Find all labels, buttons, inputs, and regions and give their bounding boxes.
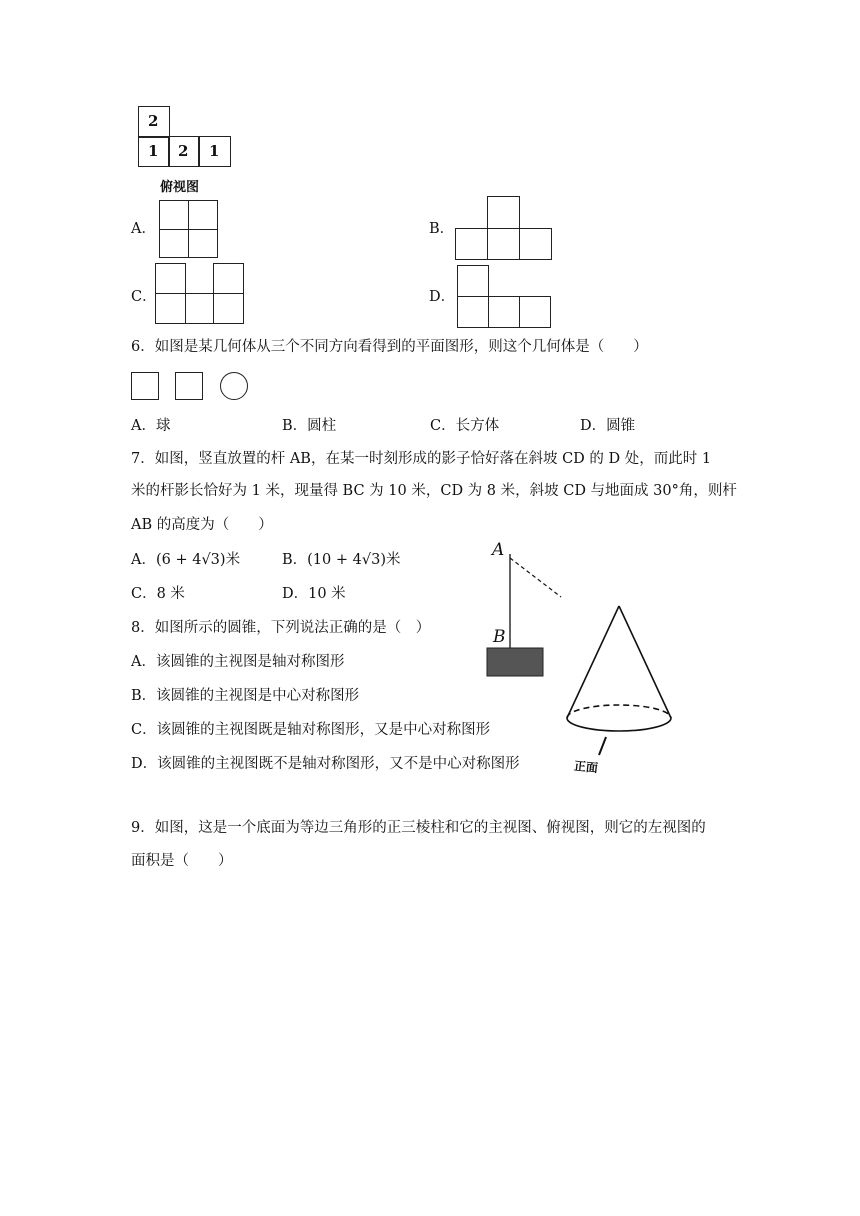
q6-stem: 6．如图是某几何体从三个不同方向看得到的平面图形，则这个几何体是（ ） (131, 339, 648, 355)
circle-view (220, 372, 248, 400)
grid-cell (519, 228, 552, 260)
q7-stem-line1: 7．如图，竖直放置的杆 AB，在某一时刻形成的影子恰好落在斜坡 CD 的 D 处，而此时 1 (131, 451, 712, 467)
q8-option-b: B．该圆锥的主视图是中心对称图形 (131, 688, 360, 704)
grid-number: 1 (148, 142, 159, 160)
q6-option-d: D．圆锥 (580, 418, 636, 434)
q7-option-a: A．(6 + 4√3)米 (131, 552, 241, 568)
point-a-label: A (492, 540, 505, 560)
grid-cell (457, 296, 489, 328)
q7-stem-line3: AB 的高度为（ ） (131, 517, 273, 533)
square-view (175, 372, 203, 400)
grid-cell (213, 293, 244, 324)
front-direction-label: 正面 (573, 758, 599, 776)
q8-cone-figure (562, 600, 682, 770)
q6-option-a: A．球 (131, 418, 171, 434)
q5-option-b-label: B． (429, 221, 455, 237)
q6-option-c: C．长方体 (430, 418, 500, 434)
grid-cell (519, 296, 551, 328)
q8-stem: 8．如图所示的圆锥，下列说法正确的是（ ） (131, 620, 431, 636)
grid-cell (188, 200, 218, 230)
q5-option-a-label: A． (131, 221, 156, 237)
q8-option-d: D．该圆锥的主视图既不是轴对称图形，又不是中心对称图形 (131, 756, 520, 772)
grid-cell (487, 228, 520, 260)
grid-cell (213, 263, 244, 294)
grid-cell (159, 200, 189, 230)
q6-option-b: B．圆柱 (282, 418, 337, 434)
q7-option-d: D．10 米 (282, 586, 346, 602)
grid-cell (155, 293, 186, 324)
top-view-caption: 俯视图 (160, 180, 200, 195)
grid-number: 2 (148, 112, 159, 130)
q8-option-a: A．该圆锥的主视图是轴对称图形 (131, 654, 345, 670)
q8-option-c: C．该圆锥的主视图既是轴对称图形，又是中心对称图形 (131, 722, 491, 738)
q5-option-d-label: D． (429, 289, 456, 305)
grid-cell (159, 229, 189, 258)
q7-option-b: B．(10 + 4√3)米 (282, 552, 401, 568)
grid-number: 2 (178, 142, 189, 160)
grid-number: 1 (209, 142, 220, 160)
q9-stem-line2: 面积是（ ） (131, 853, 233, 869)
grid-cell (455, 228, 488, 260)
grid-cell (457, 265, 489, 297)
q7-stem-line2: 米的杆影长恰好为 1 米，现量得 BC 为 10 米，CD 为 8 米，斜坡 CD 与地面成 30°角，则杆 (131, 483, 737, 499)
q9-stem-line1: 9．如图，这是一个底面为等边三角形的正三棱柱和它的主视图、俯视图，则它的左视图的 (131, 820, 706, 836)
grid-cell (155, 263, 186, 294)
grid-cell (488, 296, 520, 328)
q5-option-c-label: C． (131, 289, 157, 305)
grid-cell (188, 229, 218, 258)
q7-option-c: C．8 米 (131, 586, 185, 602)
square-view (131, 372, 159, 400)
point-b-label: B (493, 627, 506, 647)
grid-cell (185, 293, 214, 324)
grid-cell (487, 196, 520, 229)
